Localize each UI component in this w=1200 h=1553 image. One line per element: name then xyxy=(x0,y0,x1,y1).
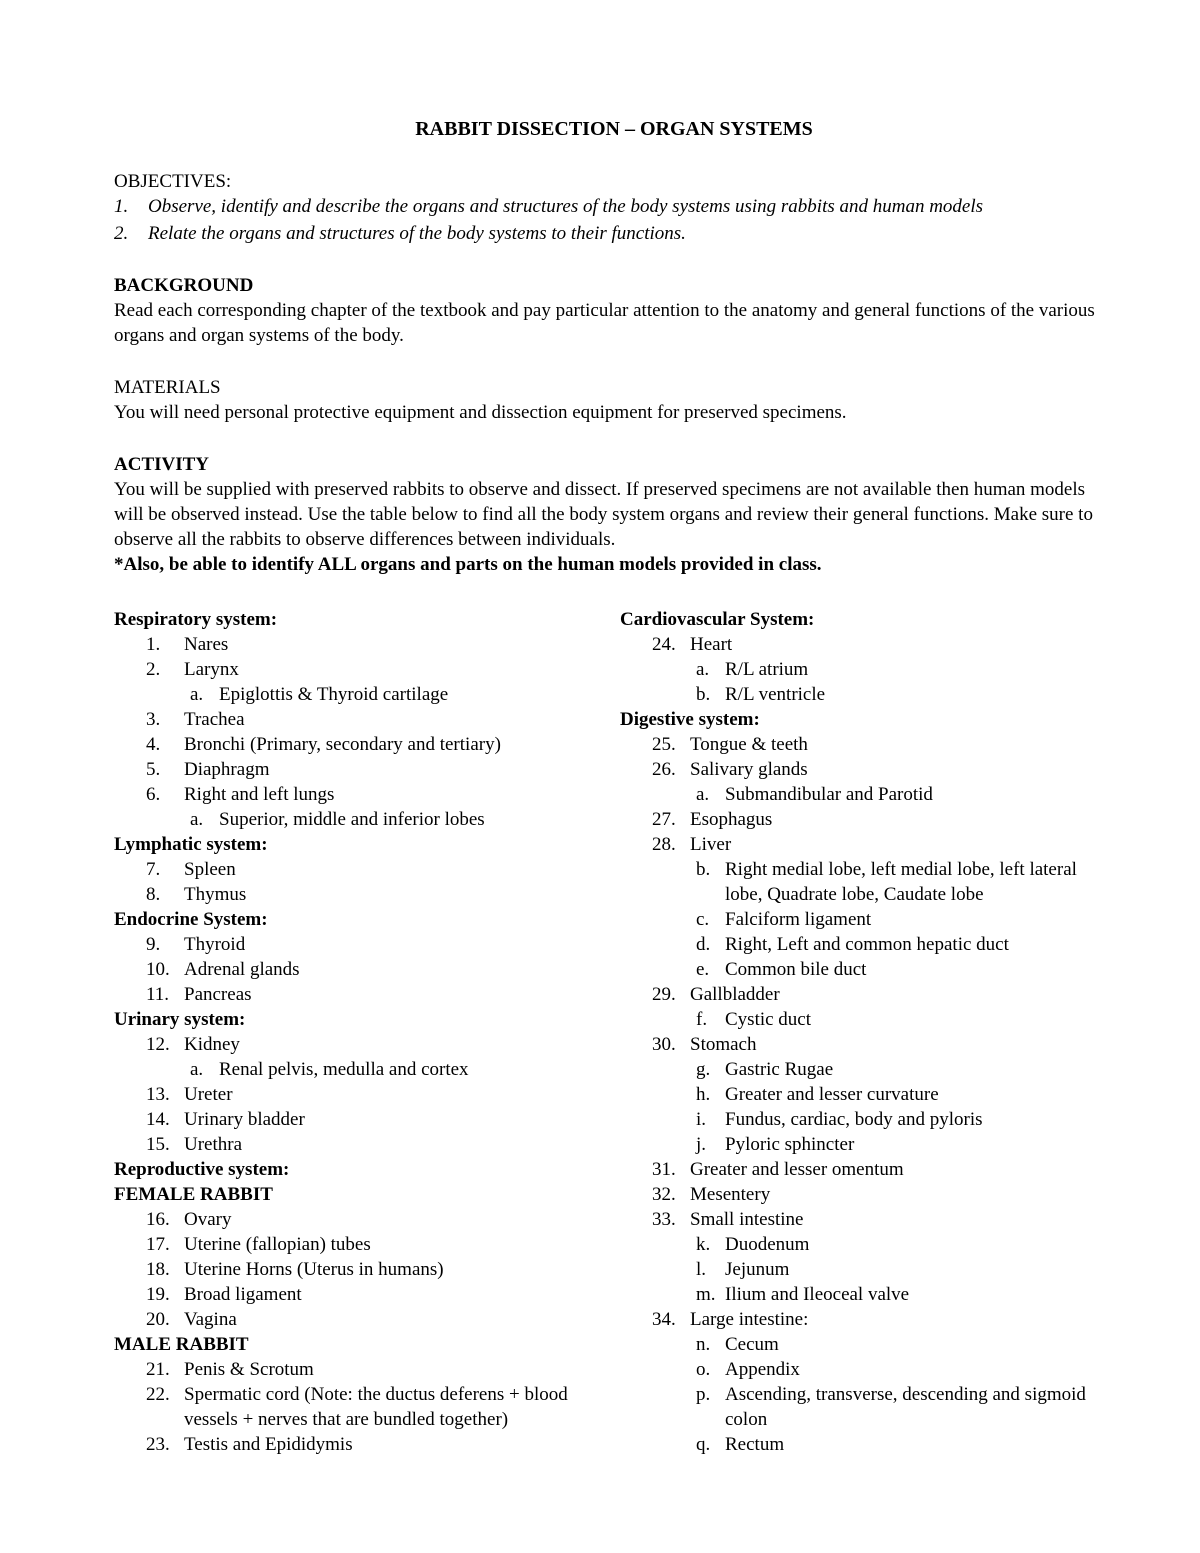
organ-item xyxy=(114,1107,614,1132)
organ-number: 10. xyxy=(146,959,170,980)
organ-item xyxy=(620,732,1114,757)
subitem-text: Ilium and Ileoceal valve xyxy=(725,1284,910,1305)
organ-number: 34. xyxy=(652,1309,676,1330)
activity-text: You will be supplied with preserved rabbits to observe and dissect. If preserved specimens are not available then human models will be observed instead. Use the table below to find all the body system organs and review their general functions. Make sure to observe all the rabbits to observe differences between individuals. xyxy=(114,479,1093,550)
organ-subitem xyxy=(114,807,614,832)
subitem-text: Rectum xyxy=(725,1434,785,1455)
system-heading: Endocrine System: xyxy=(114,909,268,930)
organ-name: Right and left lungs xyxy=(184,784,335,805)
system-heading: Lymphatic system: xyxy=(114,834,268,855)
organ-name: Adrenal glands xyxy=(184,959,300,980)
subitem-text: Falciform ligament xyxy=(725,909,872,930)
system-heading: Reproductive system: xyxy=(114,1159,290,1180)
organ-subitem xyxy=(114,1057,614,1082)
organ-item xyxy=(620,1157,1114,1182)
subitem-letter: m. xyxy=(696,1284,716,1305)
subitem-letter: k. xyxy=(696,1234,711,1255)
organ-item xyxy=(114,982,614,1007)
subitem-text: Ascending, transverse, descending and sigmoid colon xyxy=(725,1384,1086,1430)
organ-subitem xyxy=(620,1057,1114,1082)
organ-number: 8. xyxy=(146,884,161,905)
subitem-letter: e. xyxy=(696,959,710,980)
materials-section xyxy=(114,375,1114,425)
subitem-text: Cecum xyxy=(725,1334,779,1355)
subitem-letter: c. xyxy=(696,909,710,930)
organ-number: 18. xyxy=(146,1259,170,1280)
subitem-text: R/L ventricle xyxy=(725,684,826,705)
organ-item xyxy=(620,1207,1114,1232)
organ-number: 24. xyxy=(652,634,676,655)
subitem-letter: d. xyxy=(696,934,711,955)
objective-item xyxy=(114,221,1114,246)
organ-subitem xyxy=(620,1432,1114,1457)
organ-name: Testis and Epididymis xyxy=(184,1434,353,1455)
organ-item xyxy=(114,757,614,782)
background-text: Read each corresponding chapter of the textbook and pay particular attention to the anatomy and general functions of the various organs and organ systems of the body. xyxy=(114,300,1095,346)
subitem-letter: a. xyxy=(190,684,204,705)
organ-item xyxy=(114,857,614,882)
organ-item xyxy=(620,982,1114,1007)
subitem-text: Duodenum xyxy=(725,1234,810,1255)
subitem-letter: h. xyxy=(696,1084,711,1105)
organ-name: Trachea xyxy=(184,709,245,730)
organ-subitem xyxy=(620,1332,1114,1357)
subitem-letter: f. xyxy=(696,1009,708,1030)
objectives-list xyxy=(114,194,1114,246)
subitem-letter: o. xyxy=(696,1359,711,1380)
organ-number: 17. xyxy=(146,1234,170,1255)
subitem-text: Right medial lobe, left medial lobe, left lateral lobe, Quadrate lobe, Caudate lobe xyxy=(725,859,1077,905)
subitem-letter: l. xyxy=(696,1259,707,1280)
activity-section xyxy=(114,452,1114,577)
organ-item xyxy=(114,1257,614,1282)
organ-number: 22. xyxy=(146,1384,170,1405)
organ-name: Salivary glands xyxy=(690,759,808,780)
organ-name: Diaphragm xyxy=(184,759,270,780)
organ-name: Tongue & teeth xyxy=(690,734,808,755)
organ-name: Small intestine xyxy=(690,1209,804,1230)
objectives-section xyxy=(114,169,1114,246)
organ-name: Nares xyxy=(184,634,229,655)
organ-number: 7. xyxy=(146,859,161,880)
organ-number: 12. xyxy=(146,1034,170,1055)
system-heading: MALE RABBIT xyxy=(114,1334,249,1355)
subitem-text: Cystic duct xyxy=(725,1009,812,1030)
subitem-text: Gastric Rugae xyxy=(725,1059,834,1080)
organ-item xyxy=(114,782,614,807)
organ-subitem xyxy=(620,1382,1114,1432)
organ-item xyxy=(620,757,1114,782)
organ-name: Ureter xyxy=(184,1084,233,1105)
objective-number: 1. xyxy=(114,196,129,217)
subitem-text: Right, Left and common hepatic duct xyxy=(725,934,1009,955)
organ-name: Mesentery xyxy=(690,1184,771,1205)
organ-item xyxy=(114,882,614,907)
organ-number: 6. xyxy=(146,784,161,805)
organ-number: 14. xyxy=(146,1109,170,1130)
organ-number: 13. xyxy=(146,1084,170,1105)
subitem-text: Appendix xyxy=(725,1359,800,1380)
organ-name: Spermatic cord (Note: the ductus deferens + blood vessels + nerves that are bundled together) xyxy=(184,1384,568,1430)
subitem-letter: a. xyxy=(696,659,710,680)
organ-name: Liver xyxy=(690,834,732,855)
materials-text: You will need personal protective equipment and dissection equipment for preserved specimens. xyxy=(114,402,847,423)
organ-name: Large intestine: xyxy=(690,1309,809,1330)
organ-item xyxy=(114,1132,614,1157)
organ-number: 4. xyxy=(146,734,161,755)
organ-subitem xyxy=(620,1132,1114,1157)
organ-name: Urethra xyxy=(184,1134,243,1155)
organ-subitem xyxy=(620,1107,1114,1132)
organ-item xyxy=(114,707,614,732)
organ-subitem xyxy=(620,907,1114,932)
organ-number: 20. xyxy=(146,1309,170,1330)
organ-name: Larynx xyxy=(184,659,239,680)
subitem-text: Pyloric sphincter xyxy=(725,1134,855,1155)
organ-number: 1. xyxy=(146,634,161,655)
subitem-text: Fundus, cardiac, body and pyloris xyxy=(725,1109,983,1130)
organ-item xyxy=(114,1082,614,1107)
organ-number: 15. xyxy=(146,1134,170,1155)
organ-number: 28. xyxy=(652,834,676,855)
subitem-letter: a. xyxy=(696,784,710,805)
subitem-letter: b. xyxy=(696,859,711,880)
organ-subitem xyxy=(620,782,1114,807)
organ-subitem xyxy=(620,932,1114,957)
subitem-letter: p. xyxy=(696,1384,711,1405)
organ-item xyxy=(114,957,614,982)
organ-subitem xyxy=(620,857,1114,907)
organ-subitem xyxy=(620,1282,1114,1307)
materials-heading: MATERIALS xyxy=(114,377,221,398)
organ-name: Greater and lesser omentum xyxy=(690,1159,904,1180)
organ-number: 19. xyxy=(146,1284,170,1305)
subitem-letter: g. xyxy=(696,1059,711,1080)
subitem-letter: a. xyxy=(190,1059,204,1080)
organ-item xyxy=(620,1307,1114,1332)
subitem-letter: b. xyxy=(696,684,711,705)
organ-item xyxy=(114,1282,614,1307)
subitem-letter: i. xyxy=(696,1109,707,1130)
organ-name: Pancreas xyxy=(184,984,252,1005)
objective-number: 2. xyxy=(114,223,129,244)
organ-number: 21. xyxy=(146,1359,170,1380)
organ-subitem xyxy=(620,957,1114,982)
subitem-letter: j. xyxy=(696,1134,707,1155)
organ-item xyxy=(620,1182,1114,1207)
organ-number: 33. xyxy=(652,1209,676,1230)
organ-name: Heart xyxy=(690,634,733,655)
organ-subitem xyxy=(620,657,1114,682)
organ-name: Kidney xyxy=(184,1034,240,1055)
organ-item xyxy=(114,732,614,757)
organ-item xyxy=(114,632,614,657)
subitem-text: Submandibular and Parotid xyxy=(725,784,933,805)
organ-name: Thyroid xyxy=(184,934,246,955)
organ-number: 11. xyxy=(146,984,170,1005)
objective-text: Observe, identify and describe the organs and structures of the body systems using rabbits and human models xyxy=(148,196,984,217)
organ-subitem xyxy=(620,682,1114,707)
page-title: RABBIT DISSECTION – ORGAN SYSTEMS xyxy=(415,118,813,140)
activity-heading: ACTIVITY xyxy=(114,454,210,475)
organ-subitem xyxy=(620,1257,1114,1282)
objectives-heading: OBJECTIVES: xyxy=(114,171,232,192)
system-heading: Urinary system: xyxy=(114,1009,246,1030)
organ-name: Vagina xyxy=(184,1309,237,1330)
objective-item xyxy=(114,194,1114,219)
organ-name: Ovary xyxy=(184,1209,232,1230)
subitem-letter: q. xyxy=(696,1434,711,1455)
system-heading: Digestive system: xyxy=(620,709,760,730)
activity-note: *Also, be able to identify ALL organs and parts on the human models provided in class. xyxy=(114,554,822,575)
left-organ-column xyxy=(114,607,614,1457)
organ-item xyxy=(114,657,614,682)
organ-name: Broad ligament xyxy=(184,1284,302,1305)
organ-number: 27. xyxy=(652,809,676,830)
subitem-text: Superior, middle and inferior lobes xyxy=(219,809,485,830)
organ-item xyxy=(620,1032,1114,1057)
subitem-letter: n. xyxy=(696,1334,711,1355)
organ-name: Spleen xyxy=(184,859,236,880)
organ-name: Gallbladder xyxy=(690,984,780,1005)
organ-number: 30. xyxy=(652,1034,676,1055)
organ-name: Esophagus xyxy=(690,809,773,830)
document-page xyxy=(114,116,1114,1455)
organ-subitem xyxy=(620,1232,1114,1257)
organ-number: 23. xyxy=(146,1434,170,1455)
background-section xyxy=(114,273,1114,348)
organ-name: Stomach xyxy=(690,1034,757,1055)
organ-number: 29. xyxy=(652,984,676,1005)
subitem-letter: a. xyxy=(190,809,204,830)
organ-subitem xyxy=(620,1357,1114,1382)
organ-number: 31. xyxy=(652,1159,676,1180)
organ-number: 2. xyxy=(146,659,161,680)
right-organ-column xyxy=(620,607,1114,1457)
organ-subitem xyxy=(114,682,614,707)
organ-item xyxy=(114,1357,614,1382)
system-heading: Cardiovascular System: xyxy=(620,609,815,630)
subitem-text: R/L atrium xyxy=(725,659,809,680)
subitem-text: Renal pelvis, medulla and cortex xyxy=(219,1059,469,1080)
system-heading: FEMALE RABBIT xyxy=(114,1184,273,1205)
organ-number: 3. xyxy=(146,709,161,730)
organ-name: Penis & Scrotum xyxy=(184,1359,314,1380)
subitem-text: Jejunum xyxy=(725,1259,790,1280)
subitem-text: Common bile duct xyxy=(725,959,867,980)
organ-item xyxy=(620,632,1114,657)
organ-number: 32. xyxy=(652,1184,676,1205)
organ-item xyxy=(114,1432,614,1457)
system-heading: Respiratory system: xyxy=(114,609,278,630)
organ-number: 9. xyxy=(146,934,161,955)
organ-item xyxy=(114,1032,614,1057)
organ-name: Bronchi (Primary, secondary and tertiary) xyxy=(184,734,501,755)
background-heading: BACKGROUND xyxy=(114,275,254,296)
organ-item xyxy=(114,1232,614,1257)
subitem-text: Greater and lesser curvature xyxy=(725,1084,939,1105)
organ-number: 16. xyxy=(146,1209,170,1230)
organ-name: Thymus xyxy=(184,884,247,905)
organ-item xyxy=(114,1382,614,1432)
organ-name: Uterine Horns (Uterus in humans) xyxy=(184,1259,444,1280)
organ-name: Uterine (fallopian) tubes xyxy=(184,1234,371,1255)
organ-subitem xyxy=(620,1082,1114,1107)
organ-number: 5. xyxy=(146,759,161,780)
organ-item xyxy=(114,932,614,957)
subitem-text: Epiglottis & Thyroid cartilage xyxy=(219,684,449,705)
organ-item xyxy=(620,807,1114,832)
organ-item xyxy=(114,1307,614,1332)
organ-name: Urinary bladder xyxy=(184,1109,305,1130)
organ-subitem xyxy=(620,1007,1114,1032)
organ-number: 25. xyxy=(652,734,676,755)
organ-number: 26. xyxy=(652,759,676,780)
organ-item xyxy=(114,1207,614,1232)
objective-text: Relate the organs and structures of the body systems to their functions. xyxy=(148,223,686,244)
organ-item xyxy=(620,832,1114,857)
